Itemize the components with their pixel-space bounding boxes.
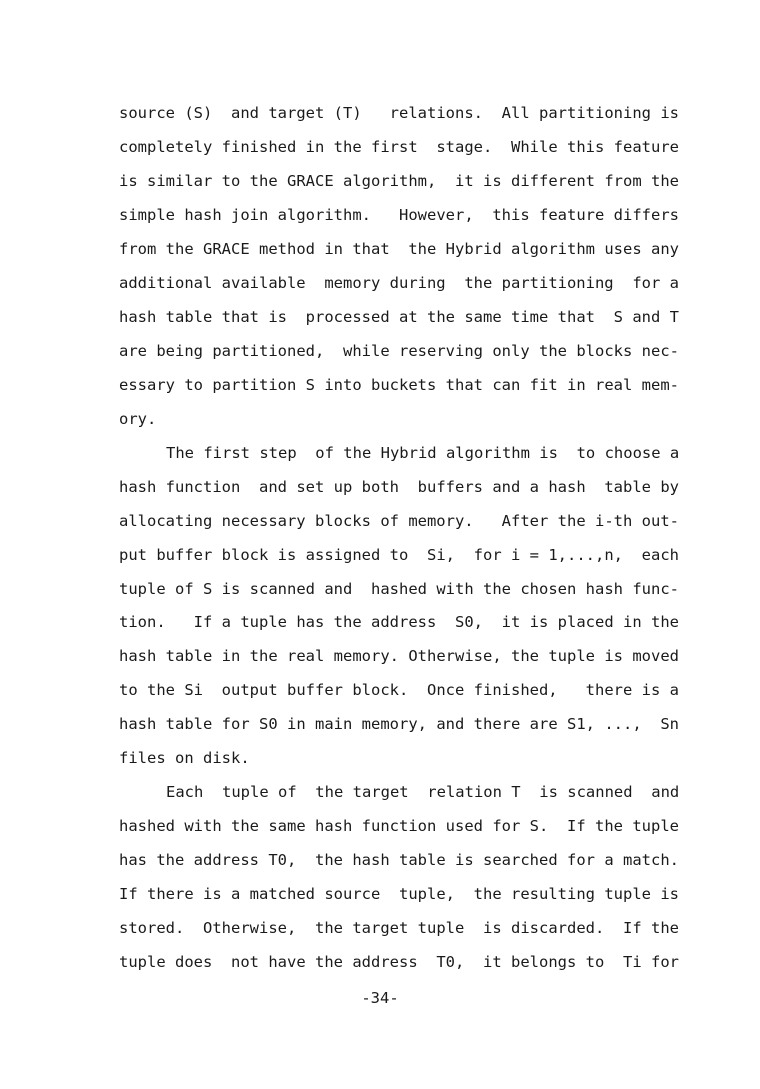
text-line: stored. Otherwise, the target tuple is discarded. If the <box>119 919 679 937</box>
page-number: -34- <box>361 989 399 1007</box>
text-line: If there is a matched source tuple, the resulting tuple is <box>119 885 679 903</box>
text-line: put buffer block is assigned to Si, for i = 1,...,n, each <box>119 546 679 564</box>
text-line: from the GRACE method in that the Hybrid algorithm uses any <box>119 240 679 258</box>
text-line: hashed with the same hash function used for S. If the tuple <box>119 817 679 835</box>
text-line: tion. If a tuple has the address S0, it is placed in the <box>119 613 679 631</box>
text-line: to the Si output buffer block. Once finished, there is a <box>119 681 679 699</box>
text-line: ory. <box>119 410 157 428</box>
paragraph-first-line: Each tuple of the target relation T is scanned and <box>166 783 680 801</box>
text-line: simple hash join algorithm. However, this feature differs <box>119 206 679 224</box>
text-line: files on disk. <box>119 749 250 767</box>
text-line: hash table in the real memory. Otherwise, the tuple is moved <box>119 647 679 665</box>
text-line: hash table for S0 in main memory, and there are S1, ..., Sn <box>119 715 679 733</box>
text-line: tuple of S is scanned and hashed with the chosen hash func- <box>119 580 679 598</box>
text-line: source (S) and target (T) relations. All partitioning is <box>119 104 679 122</box>
text-line: hash function and set up both buffers and a hash table by <box>119 478 679 496</box>
text-line: allocating necessary blocks of memory. After the i-th out- <box>119 512 679 530</box>
text-line: completely finished in the first stage. While this feature <box>119 138 679 156</box>
text-line: hash table that is processed at the same time that S and T <box>119 308 679 326</box>
text-line: additional available memory during the partitioning for a <box>119 274 679 292</box>
paragraph-first-line: The first step of the Hybrid algorithm is to choose a <box>166 444 680 462</box>
text-line: is similar to the GRACE algorithm, it is different from the <box>119 172 679 190</box>
text-line: are being partitioned, while reserving only the blocks nec- <box>119 342 679 360</box>
text-line: tuple does not have the address T0, it belongs to Ti for <box>119 953 679 971</box>
text-line: essary to partition S into buckets that can fit in real mem- <box>119 376 679 394</box>
text-line: has the address T0, the hash table is searched for a match. <box>119 851 679 869</box>
